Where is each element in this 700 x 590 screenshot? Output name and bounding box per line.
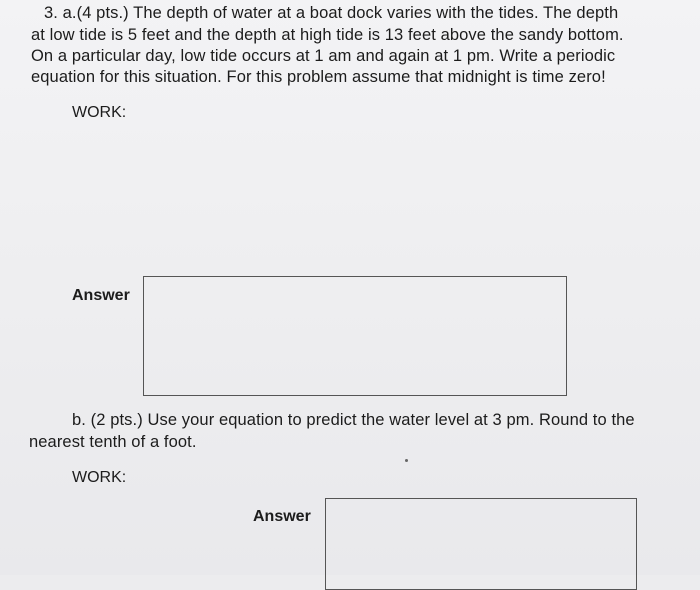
stray-mark <box>405 459 408 462</box>
question-a-line-1: 3. a.(4 pts.) The depth of water at a boat dock varies with the tides. The depth <box>44 4 619 22</box>
question-a-line-2: at low tide is 5 feet and the depth at high tide is 13 feet above the sandy bottom. <box>31 26 624 44</box>
question-b-line-1: b. (2 pts.) Use your equation to predict the water level at 3 pm. Round to the <box>72 411 635 429</box>
work-label-a: WORK: <box>72 104 127 121</box>
work-label-b: WORK: <box>72 469 127 486</box>
answer-box-a[interactable] <box>143 276 567 396</box>
question-a-line-4: equation for this situation. For this problem assume that midnight is time zero! <box>31 68 606 86</box>
answer-label-b: Answer <box>253 508 311 525</box>
question-b-line-2: nearest tenth of a foot. <box>29 433 197 451</box>
answer-box-b[interactable] <box>325 498 637 590</box>
question-a-line-3: On a particular day, low tide occurs at 1 am and again at 1 pm. Write a periodic <box>31 47 616 65</box>
answer-label-a: Answer <box>72 287 130 304</box>
